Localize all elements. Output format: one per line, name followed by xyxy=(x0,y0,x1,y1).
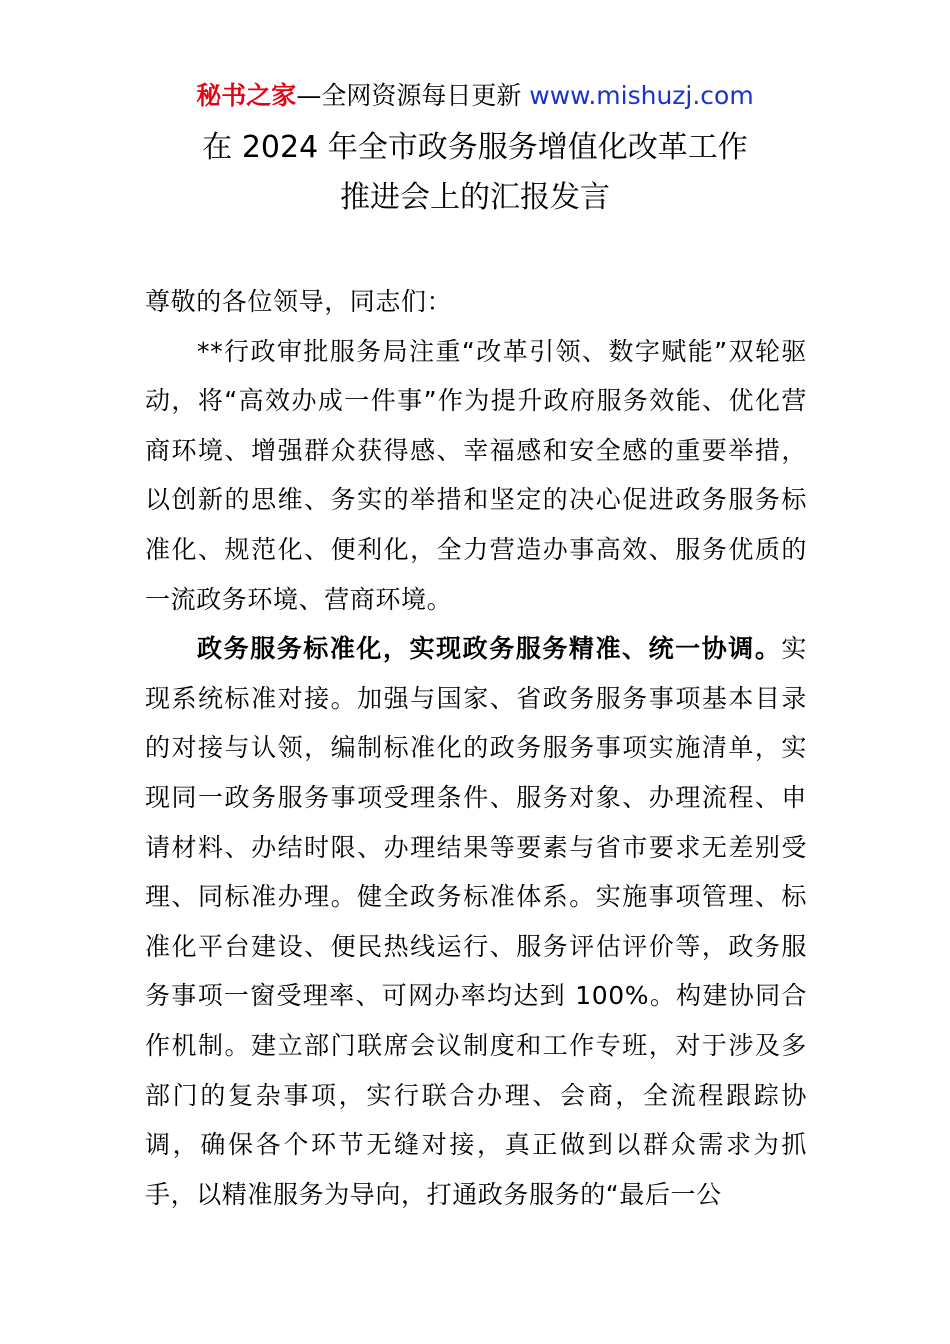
paragraph-text: 实现系统标准对接。加强与国家、省政务服务事项基本目录的对接与认领，编制标准化的政务服务事项实施清单，实现同一政务服务事项受理条件、服务对象、办理流程、申请材料、办结时限、办理结果等要素与省市要求无差别受理、同标准办理。健全政务标准体系。实施事项管理、标准化平台建设、便民热线运行、服务评估评价等，政务服务事项一窗受理率、可网办率均达到 100%。构建协同合作机制。建立部门联席会议制度和工作专班，对于涉及多部门的复杂事项，实行联合办理、会商，全流程跟踪协调，确保各个环节无缝对接，真正做到以群众需求为抓手，以精准服务为导向，打通政务服务的“最后一公 xyxy=(145,634,807,1209)
paragraph-text: **行政审批服务局注重“改革引领、数字赋能”双轮驱动，将“高效办成一件事”作为提升政府服务效能、优化营商环境、增强群众获得感、幸福感和安全感的重要举措，以创新的思维、务实的举措和坚定的决心促进政务服务标准化、规范化、便利化，全力营造办事高效、服务优质的一流政务环境、营商环境。 xyxy=(145,336,807,614)
paragraph xyxy=(145,327,807,625)
document-title-line-1: 在 2024 年全市政务服务增值化改革工作 xyxy=(202,130,748,165)
salutation: 尊敬的各位领导，同志们： xyxy=(145,287,453,316)
paragraph xyxy=(145,624,807,1219)
brand-name: 秘书之家 xyxy=(196,81,297,110)
header-tagline: —全网资源每日更新 xyxy=(296,81,522,110)
document-title-line-2: 推进会上的汇报发言 xyxy=(340,180,610,215)
paragraph-lead: 政务服务标准化，实现政务服务精准、统一协调。 xyxy=(197,634,782,664)
website-link[interactable]: www.mishuzj.com xyxy=(529,81,754,110)
document-body xyxy=(145,277,807,1219)
site-header xyxy=(0,80,950,112)
